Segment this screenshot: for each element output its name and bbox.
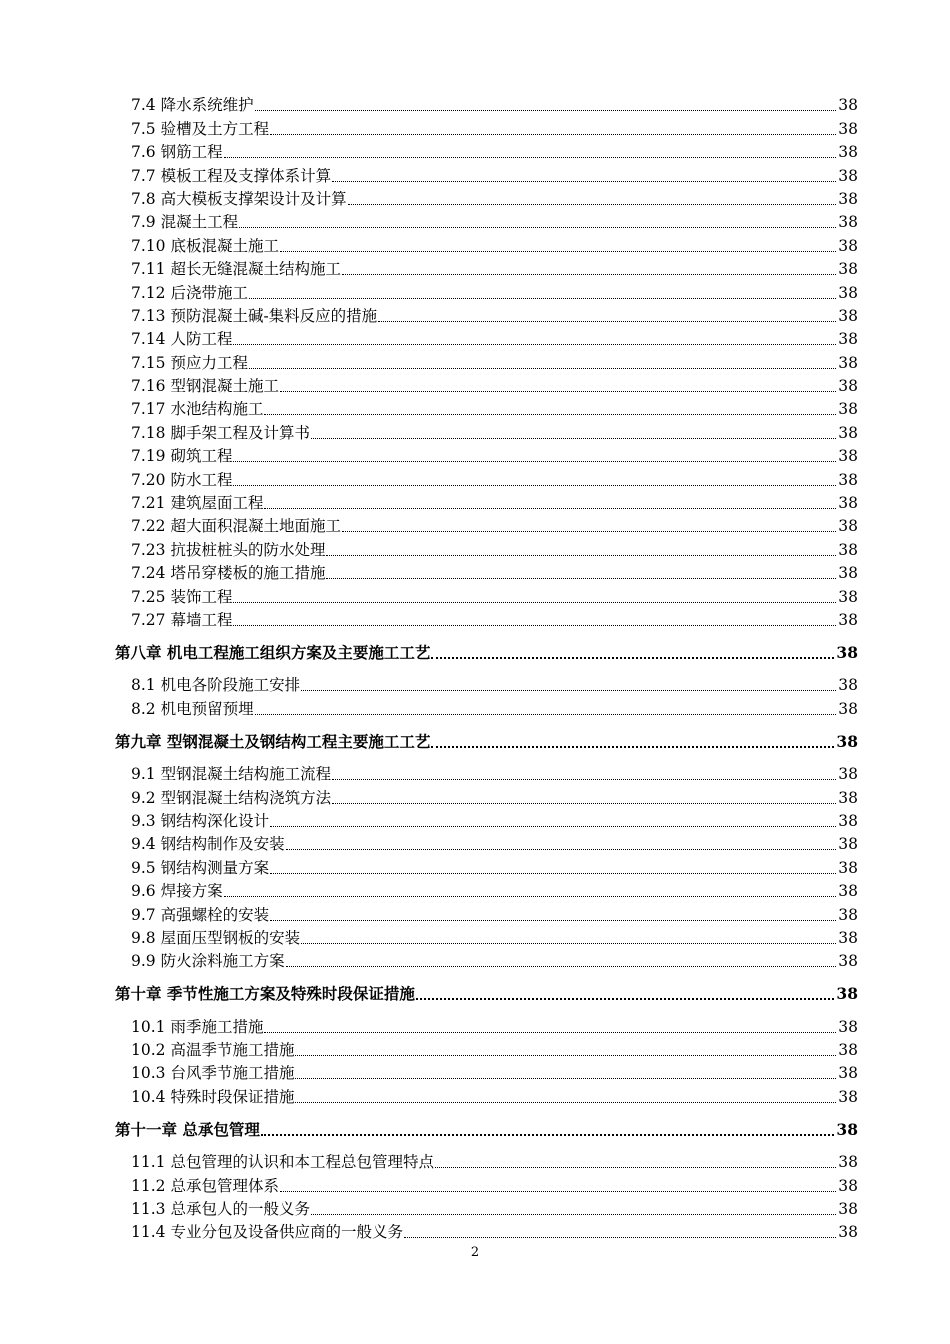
toc-entry-title: 11.3 总承包人的一般义务: [131, 1200, 310, 1219]
toc-section-entry[interactable]: [131, 1172, 858, 1195]
toc-entry-title: 7.12 后浇带施工: [131, 283, 248, 302]
dot-leader: [301, 943, 836, 944]
toc-entry-page-number: 38: [838, 1041, 858, 1060]
toc-section-entry[interactable]: [131, 490, 858, 513]
toc-entry-page-number: 38: [838, 447, 858, 466]
toc-entry-page-number: 38: [838, 423, 858, 442]
toc-entry-title: 9.4 钢结构制作及安装: [131, 835, 285, 854]
toc-entry-title: 7.18 脚手架工程及计算书: [131, 423, 310, 442]
toc-chapter-entry[interactable]: [115, 980, 858, 1004]
toc-entry-page-number: 38: [838, 905, 858, 924]
dot-leader: [311, 1214, 836, 1215]
dot-leader: [431, 746, 834, 748]
toc-section-entry[interactable]: [131, 256, 858, 279]
dot-leader: [404, 1237, 836, 1238]
toc-entry-title: 7.20 防水工程: [131, 470, 233, 489]
toc-entry-page-number: 38: [838, 517, 858, 536]
toc-entry-page-number: 38: [838, 1064, 858, 1083]
toc-entry-page-number: 38: [838, 119, 858, 138]
dot-leader: [332, 779, 836, 780]
toc-entry-title: 10.2 高温季节施工措施: [131, 1041, 295, 1060]
dot-leader: [280, 1191, 836, 1192]
toc-entry-page-number: 38: [838, 377, 858, 396]
toc-section-entry[interactable]: [131, 831, 858, 854]
toc-section-entry[interactable]: [131, 1083, 858, 1106]
dot-leader: [295, 1055, 836, 1056]
page-number: 2: [470, 1245, 480, 1260]
dot-leader: [270, 134, 836, 135]
toc-section-entry[interactable]: [131, 1060, 858, 1083]
toc-section-entry[interactable]: [131, 466, 858, 489]
dot-leader: [280, 251, 836, 252]
toc-entry-page-number: 38: [836, 984, 858, 1004]
dot-leader: [233, 461, 836, 462]
toc-chapter-entry[interactable]: [115, 1116, 858, 1140]
dot-leader: [332, 181, 836, 182]
dot-leader: [311, 438, 836, 439]
toc-section-entry[interactable]: [131, 162, 858, 185]
dot-leader: [249, 298, 836, 299]
dot-leader: [255, 110, 837, 111]
toc-section-entry[interactable]: [131, 396, 858, 419]
toc-section-entry[interactable]: [131, 560, 858, 583]
toc-entry-page-number: 38: [836, 731, 858, 751]
toc-entry-title: 7.6 钢筋工程: [131, 143, 223, 162]
toc-entry-title: 7.17 水池结构施工: [131, 400, 264, 419]
toc-entry-title: 7.15 预应力工程: [131, 353, 248, 372]
toc-section-entry[interactable]: [131, 513, 858, 536]
toc-entry-page-number: 38: [838, 494, 858, 513]
toc-section-entry[interactable]: [131, 186, 858, 209]
toc-entry-page-number: 38: [838, 765, 858, 784]
toc-entry-page-number: 38: [838, 540, 858, 559]
toc-entry-page-number: 38: [838, 1223, 858, 1242]
toc-entry-page-number: 38: [838, 610, 858, 629]
toc-section-entry[interactable]: [131, 901, 858, 924]
toc-entry-title: 9.6 焊接方案: [131, 882, 223, 901]
toc-section-entry[interactable]: [131, 761, 858, 784]
toc-entry-title: 7.8 高大模板支撑架设计及计算: [131, 189, 347, 208]
toc-section-entry[interactable]: [131, 536, 858, 559]
toc-entry-page-number: 38: [838, 189, 858, 208]
toc-entry-page-number: 38: [838, 882, 858, 901]
toc-entry-page-number: 38: [838, 676, 858, 695]
dot-leader: [378, 321, 836, 322]
toc-section-entry[interactable]: [131, 232, 858, 255]
dot-leader: [435, 1167, 836, 1168]
toc-section-entry[interactable]: [131, 784, 858, 807]
toc-entry-title: 9.9 防火涂料施工方案: [131, 952, 285, 971]
toc-entry-title: 7.5 验槽及土方工程: [131, 119, 270, 138]
toc-entry-title: 9.1 型钢混凝土结构施工流程: [131, 765, 332, 784]
toc-section-entry[interactable]: [131, 92, 858, 115]
dot-leader: [264, 1032, 836, 1033]
dot-leader: [264, 508, 836, 509]
toc-section-entry[interactable]: [131, 808, 858, 831]
toc-entry-title: 10.4 特殊时段保证措施: [131, 1087, 295, 1106]
toc-entry-title: 第十章 季节性施工方案及特殊时段保证措施: [115, 984, 415, 1004]
dot-leader: [270, 873, 836, 874]
dot-leader: [326, 555, 836, 556]
toc-entry-title: 7.24 塔吊穿楼板的施工措施: [131, 564, 326, 583]
toc-entry-title: 第九章 型钢混凝土及钢结构工程主要施工工艺: [115, 731, 431, 751]
toc-section-entry[interactable]: [131, 672, 858, 695]
toc-entry-title: 第十一章 总承包管理: [115, 1119, 260, 1139]
toc-entry-page-number: 38: [838, 400, 858, 419]
toc-entry-title: 11.2 总承包管理体系: [131, 1176, 279, 1195]
toc-entry-title: 第八章 机电工程施工组织方案及主要施工工艺: [115, 642, 431, 662]
dot-leader: [233, 344, 836, 345]
toc-entry-page-number: 38: [838, 699, 858, 718]
toc-section-entry[interactable]: [131, 1219, 858, 1242]
toc-entry-page-number: 38: [838, 166, 858, 185]
toc-entry-page-number: 38: [838, 858, 858, 877]
toc-section-entry[interactable]: [131, 279, 858, 302]
dot-leader: [416, 998, 835, 1000]
toc-section-entry[interactable]: [131, 948, 858, 971]
toc-entry-page-number: 38: [838, 835, 858, 854]
toc-section-entry[interactable]: [131, 925, 858, 948]
toc-entry-title: 11.4 专业分包及设备供应商的一般义务: [131, 1223, 403, 1242]
toc-entry-page-number: 38: [838, 952, 858, 971]
dot-leader: [255, 714, 837, 715]
dot-leader: [261, 1134, 835, 1136]
toc-entry-page-number: 38: [838, 143, 858, 162]
toc-entry-title: 7.16 型钢混凝土施工: [131, 377, 279, 396]
dot-leader: [280, 391, 836, 392]
dot-leader: [224, 896, 837, 897]
dot-leader: [342, 531, 836, 532]
toc-section-entry[interactable]: [131, 854, 858, 877]
toc-entry-page-number: 38: [838, 928, 858, 947]
toc-entry-title: 7.9 混凝土工程: [131, 213, 239, 232]
toc-entry-title: 7.14 人防工程: [131, 330, 233, 349]
toc-entry-page-number: 38: [838, 283, 858, 302]
toc-chapter-entry[interactable]: [115, 728, 858, 752]
dot-leader: [233, 485, 836, 486]
toc-entry-title: 9.8 屋面压型钢板的安装: [131, 928, 301, 947]
toc-entry-title: 11.1 总包管理的认识和本工程总包管理特点: [131, 1153, 434, 1172]
dot-leader: [233, 602, 836, 603]
toc-section-entry[interactable]: [131, 373, 858, 396]
toc-section-entry[interactable]: [131, 303, 858, 326]
toc-entry-title: 7.10 底板混凝土施工: [131, 236, 279, 255]
toc-entry-title: 10.3 台风季节施工措施: [131, 1064, 295, 1083]
dot-leader: [270, 920, 836, 921]
dot-leader: [286, 966, 837, 967]
toc-entry-title: 7.21 建筑屋面工程: [131, 494, 264, 513]
toc-chapter-entry[interactable]: [115, 639, 858, 663]
toc-entry-page-number: 38: [838, 306, 858, 325]
toc-entry-page-number: 38: [838, 1087, 858, 1106]
toc-entry-page-number: 38: [838, 260, 858, 279]
toc-section-entry[interactable]: [131, 115, 858, 138]
toc-entry-page-number: 38: [838, 353, 858, 372]
dot-leader: [295, 1102, 836, 1103]
toc-section-entry[interactable]: [131, 349, 858, 372]
dot-leader: [332, 803, 836, 804]
toc-entry-title: 8.1 机电各阶段施工安排: [131, 676, 301, 695]
toc-entry-title: 9.7 高强螺栓的安装: [131, 905, 270, 924]
dot-leader: [270, 826, 836, 827]
toc-entry-page-number: 38: [838, 96, 858, 115]
dot-leader: [348, 204, 837, 205]
toc-section-entry[interactable]: [131, 1037, 858, 1060]
toc-entry-title: 8.2 机电预留预埋: [131, 699, 254, 718]
dot-leader: [286, 849, 837, 850]
toc-entry-title: 9.5 钢结构测量方案: [131, 858, 270, 877]
dot-leader: [301, 690, 836, 691]
toc-section-entry[interactable]: [131, 607, 858, 630]
dot-leader: [239, 227, 836, 228]
toc-entry-title: 7.4 降水系统维护: [131, 96, 254, 115]
toc-entry-title: 7.25 装饰工程: [131, 587, 233, 606]
toc-entry-page-number: 38: [838, 330, 858, 349]
dot-leader: [249, 368, 836, 369]
toc-entry-page-number: 38: [838, 564, 858, 583]
dot-leader: [295, 1078, 836, 1079]
toc-entry-title: 9.3 钢结构深化设计: [131, 811, 270, 830]
toc-entry-page-number: 38: [836, 1119, 858, 1139]
toc-entry-page-number: 38: [838, 1176, 858, 1195]
toc-section-entry[interactable]: [131, 1196, 858, 1219]
toc-entry-title: 10.1 雨季施工措施: [131, 1017, 264, 1036]
toc-entry-page-number: 38: [838, 811, 858, 830]
toc-entry-title: 9.2 型钢混凝土结构浇筑方法: [131, 788, 332, 807]
toc-section-entry[interactable]: [131, 419, 858, 442]
toc-entry-title: 7.7 模板工程及支撑体系计算: [131, 166, 332, 185]
dot-leader: [264, 414, 836, 415]
dot-leader: [233, 625, 836, 626]
toc-section-entry[interactable]: [131, 583, 858, 606]
toc-entry-title: 7.19 砌筑工程: [131, 447, 233, 466]
dot-leader: [326, 578, 836, 579]
toc-entry-title: 7.13 预防混凝土碱-集料反应的措施: [131, 306, 378, 325]
toc-section-entry[interactable]: [131, 878, 858, 901]
toc-section-entry[interactable]: [131, 326, 858, 349]
dot-leader: [431, 657, 834, 659]
toc-section-entry[interactable]: [131, 695, 858, 718]
toc-section-entry[interactable]: [131, 1149, 858, 1172]
toc-section-entry[interactable]: [131, 443, 858, 466]
dot-leader: [342, 274, 836, 275]
toc-entry-page-number: 38: [838, 213, 858, 232]
toc-entry-title: 7.27 幕墙工程: [131, 610, 233, 629]
toc-entry-title: 7.22 超大面积混凝土地面施工: [131, 517, 341, 536]
toc-section-entry[interactable]: [131, 209, 858, 232]
toc-entry-page-number: 38: [838, 587, 858, 606]
toc-entry-page-number: 38: [838, 236, 858, 255]
toc-entry-page-number: 38: [838, 1153, 858, 1172]
toc-section-entry[interactable]: [131, 139, 858, 162]
toc-entry-page-number: 38: [838, 1017, 858, 1036]
toc-entry-page-number: 38: [836, 642, 858, 662]
toc-entry-page-number: 38: [838, 788, 858, 807]
table-of-contents: [0, 92, 950, 1242]
toc-entry-page-number: 38: [838, 470, 858, 489]
toc-section-entry[interactable]: [131, 1013, 858, 1036]
toc-entry-title: 7.11 超长无缝混凝土结构施工: [131, 260, 341, 279]
toc-entry-page-number: 38: [838, 1200, 858, 1219]
dot-leader: [224, 157, 837, 158]
toc-entry-title: 7.23 抗拔桩桩头的防水处理: [131, 540, 326, 559]
